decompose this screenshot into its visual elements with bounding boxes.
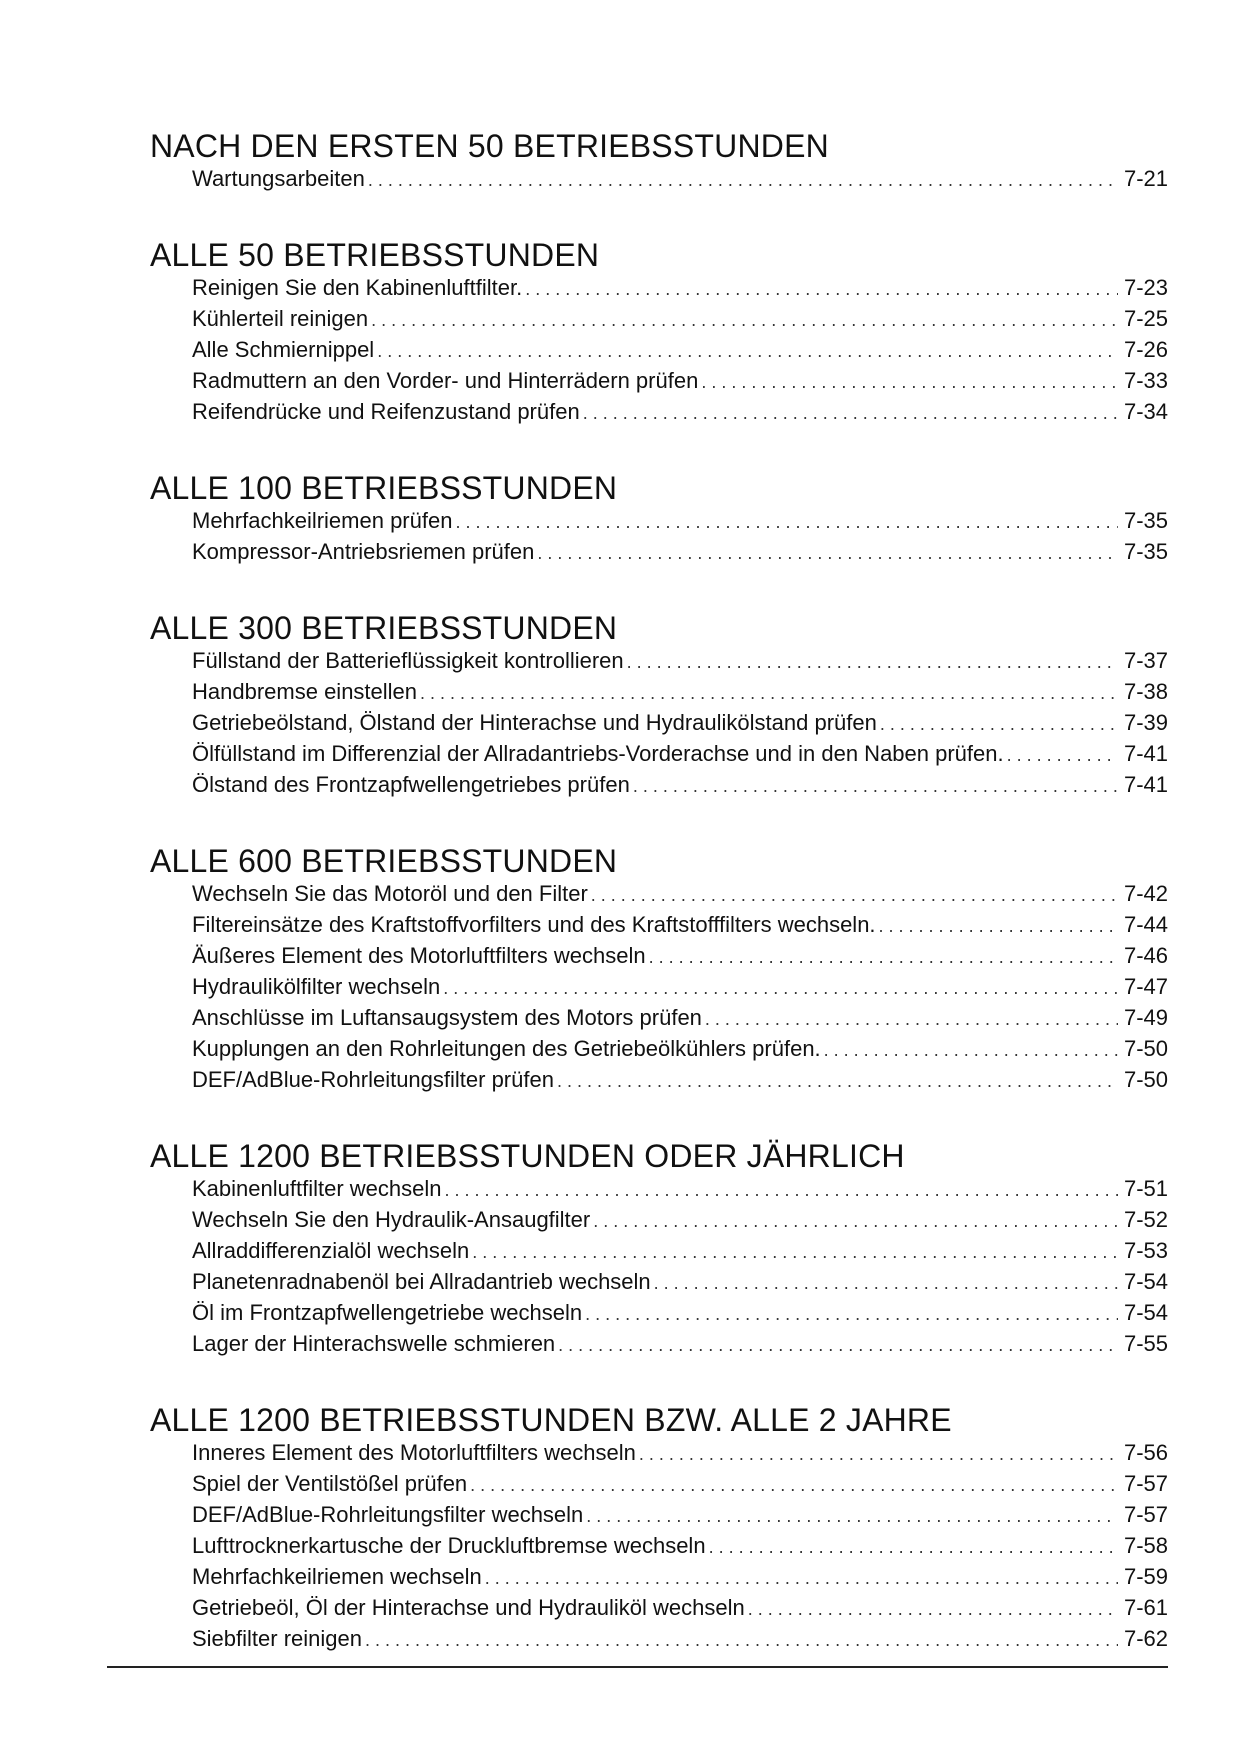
section-heading: NACH DEN ERSTEN 50 BETRIEBSSTUNDEN — [150, 128, 829, 164]
dot-leader — [443, 973, 1118, 1003]
toc-entry-label: Reinigen Sie den Kabinenluftfilter. — [192, 275, 523, 300]
dot-leader — [1007, 740, 1118, 770]
toc-entry-page-number: 7-50 — [1123, 1036, 1168, 1061]
toc-entry-label: Planetenradnabenöl bei Allradantrieb wechseln — [192, 1269, 651, 1294]
dot-leader — [525, 274, 1118, 304]
toc-entry-page-number: 7-33 — [1123, 368, 1168, 393]
toc-entry-page-number: 7-37 — [1123, 648, 1168, 673]
toc-section — [150, 470, 1168, 568]
toc-entry[interactable] — [192, 1236, 1168, 1267]
toc-entry-page-number: 7-55 — [1123, 1331, 1168, 1356]
toc-entry[interactable] — [192, 506, 1168, 537]
toc-entry-label: Füllstand der Batterieflüssigkeit kontrollieren — [192, 648, 624, 673]
toc-entry-page-number: 7-54 — [1123, 1269, 1168, 1294]
section-heading: ALLE 50 BETRIEBSSTUNDEN — [150, 237, 600, 273]
dot-leader — [485, 1563, 1118, 1593]
dot-leader — [586, 1501, 1118, 1531]
toc-entry-label: Lufttrocknerkartusche der Druckluftbremse wechseln — [192, 1533, 706, 1558]
section-heading: ALLE 100 BETRIEBSSTUNDEN — [150, 470, 618, 506]
toc-section — [150, 1138, 1168, 1360]
toc-entry-label: Handbremse einstellen — [192, 679, 418, 704]
toc-entry-label: Getriebeöl, Öl der Hinterachse und Hydrauliköl wechseln — [192, 1595, 745, 1620]
dot-leader — [593, 1206, 1118, 1236]
toc-entry-page-number: 7-53 — [1123, 1238, 1168, 1263]
dot-leader — [444, 1175, 1117, 1205]
toc-entry-page-number: 7-54 — [1123, 1300, 1168, 1325]
dot-leader — [585, 1299, 1118, 1329]
toc-entry-page-number: 7-58 — [1123, 1533, 1168, 1558]
toc-entry-label: DEF/AdBlue-Rohrleitungsfilter prüfen — [192, 1067, 554, 1092]
dot-leader — [365, 1625, 1118, 1655]
toc-entry[interactable] — [192, 304, 1168, 335]
toc-entry[interactable] — [192, 708, 1168, 739]
dot-leader — [639, 1439, 1118, 1469]
section-spacer — [150, 195, 1168, 237]
dot-leader — [591, 880, 1118, 910]
toc-entry-page-number: 7-21 — [1123, 166, 1168, 191]
toc-entry-page-number: 7-61 — [1123, 1595, 1168, 1620]
toc-entry[interactable] — [192, 1562, 1168, 1593]
dot-leader — [455, 507, 1117, 537]
toc-section — [150, 128, 1168, 195]
toc-entry-label: Wechseln Sie das Motoröl und den Filter — [192, 881, 588, 906]
toc-entry[interactable] — [192, 1065, 1168, 1096]
toc-entry-label: Öl im Frontzapfwellengetriebe wechseln — [192, 1300, 583, 1325]
section-heading: ALLE 600 BETRIEBSSTUNDEN — [150, 843, 618, 879]
dot-leader — [649, 942, 1118, 972]
section-spacer — [150, 568, 1168, 610]
toc-entry-page-number: 7-41 — [1123, 772, 1168, 797]
toc-entry-page-number: 7-46 — [1123, 943, 1168, 968]
toc-entry[interactable] — [192, 366, 1168, 397]
toc-entry-label: Getriebeölstand, Ölstand der Hinterachse und Hydraulikölstand prüfen — [192, 710, 877, 735]
toc-entry-label: DEF/AdBlue-Rohrleitungsfilter wechseln — [192, 1502, 584, 1527]
dot-leader — [472, 1237, 1118, 1267]
dot-leader — [583, 398, 1118, 428]
toc-entry-label: Mehrfachkeilriemen wechseln — [192, 1564, 482, 1589]
toc-entry-label: Kabinenluftfilter wechseln — [192, 1176, 442, 1201]
toc-entry[interactable] — [192, 770, 1168, 801]
dot-leader — [557, 1066, 1118, 1096]
section-spacer — [150, 1360, 1168, 1402]
dot-leader — [633, 771, 1118, 801]
toc-entry-label: Lager der Hinterachswelle schmieren — [192, 1331, 556, 1356]
toc-entry-label: Hydraulikölfilter wechseln — [192, 974, 441, 999]
toc-entry-page-number: 7-49 — [1123, 1005, 1168, 1030]
dot-leader — [470, 1470, 1118, 1500]
toc-entry[interactable] — [192, 677, 1168, 708]
toc-entry-page-number: 7-35 — [1123, 539, 1168, 564]
toc-entry[interactable] — [192, 1329, 1168, 1360]
toc-section — [150, 843, 1168, 1096]
toc-entry-label: Inneres Element des Motorluftfilters wechseln — [192, 1440, 636, 1465]
section-heading: ALLE 1200 BETRIEBSSTUNDEN BZW. ALLE 2 JAHRE — [150, 1402, 952, 1438]
toc-entry-label: Kompressor-Antriebsriemen prüfen — [192, 539, 535, 564]
dot-leader — [654, 1268, 1118, 1298]
toc-entry-page-number: 7-57 — [1123, 1471, 1168, 1496]
toc-entry-page-number: 7-34 — [1123, 399, 1168, 424]
toc-entry[interactable] — [192, 739, 1168, 770]
section-heading: ALLE 1200 BETRIEBSSTUNDEN ODER JÄHRLICH — [150, 1138, 905, 1174]
section-spacer — [150, 1096, 1168, 1138]
dot-leader — [880, 709, 1118, 739]
toc-entry-label: Ölfüllstand im Differenzial der Allradantriebs-Vorderachse und in den Naben prüfen. — [192, 741, 1004, 766]
toc-entry[interactable] — [192, 1034, 1168, 1065]
toc-entry-page-number: 7-52 — [1123, 1207, 1168, 1232]
toc-entry-label: Mehrfachkeilriemen prüfen — [192, 508, 453, 533]
toc-entry[interactable] — [192, 1624, 1168, 1655]
dot-leader — [420, 678, 1118, 708]
section-spacer — [150, 428, 1168, 470]
toc-entry-label: Spiel der Ventilstößel prüfen — [192, 1471, 468, 1496]
toc-entry-label: Alle Schmiernippel — [192, 337, 375, 362]
toc-entry-label: Kupplungen an den Rohrleitungen des Getriebeölkühlers prüfen. — [192, 1036, 821, 1061]
footer-divider — [107, 1666, 1168, 1668]
toc-entry-page-number: 7-44 — [1123, 912, 1168, 937]
toc-entry[interactable] — [192, 335, 1168, 366]
dot-leader — [748, 1594, 1118, 1624]
dot-leader — [705, 1004, 1118, 1034]
dot-leader — [558, 1330, 1118, 1360]
toc-entry-page-number: 7-50 — [1123, 1067, 1168, 1092]
toc-entry[interactable] — [192, 164, 1168, 195]
dot-leader — [627, 647, 1118, 677]
toc-entry[interactable] — [192, 1267, 1168, 1298]
toc-entry[interactable] — [192, 1438, 1168, 1469]
toc-entry[interactable] — [192, 1174, 1168, 1205]
toc-entry-page-number: 7-59 — [1123, 1564, 1168, 1589]
toc-entry[interactable] — [192, 1531, 1168, 1562]
dot-leader — [537, 538, 1118, 568]
toc-section — [150, 237, 1168, 428]
toc-entry-page-number: 7-57 — [1123, 1502, 1168, 1527]
dot-leader — [377, 336, 1118, 366]
toc-entry-page-number: 7-39 — [1123, 710, 1168, 735]
dot-leader — [371, 305, 1118, 335]
toc-entry-label: Radmuttern an den Vorder- und Hinterrädern prüfen — [192, 368, 699, 393]
toc-entry-label: Siebfilter reinigen — [192, 1626, 362, 1651]
toc-entry-page-number: 7-47 — [1123, 974, 1168, 999]
toc-entry-page-number: 7-35 — [1123, 508, 1168, 533]
toc-entry[interactable] — [192, 397, 1168, 428]
toc-entry-page-number: 7-56 — [1123, 1440, 1168, 1465]
toc-entry-page-number: 7-42 — [1123, 881, 1168, 906]
toc-entry-page-number: 7-26 — [1123, 337, 1168, 362]
dot-leader — [879, 911, 1118, 941]
dot-leader — [709, 1532, 1118, 1562]
toc-entry[interactable] — [192, 646, 1168, 677]
toc-entry[interactable] — [192, 1205, 1168, 1236]
section-spacer — [150, 801, 1168, 843]
toc-entry[interactable] — [192, 910, 1168, 941]
toc-entry-label: Reifendrücke und Reifenzustand prüfen — [192, 399, 580, 424]
toc-entry-label: Wartungsarbeiten — [192, 166, 365, 191]
toc-entry-label: Ölstand des Frontzapfwellengetriebes prüfen — [192, 772, 630, 797]
toc-section — [150, 610, 1168, 801]
toc-entry-page-number: 7-38 — [1123, 679, 1168, 704]
toc-entry[interactable] — [192, 941, 1168, 972]
toc-entry-label: Wechseln Sie den Hydraulik-Ansaugfilter — [192, 1207, 591, 1232]
toc-section — [150, 1402, 1168, 1655]
toc-entry[interactable] — [192, 273, 1168, 304]
toc-entry-label: Filtereinsätze des Kraftstoffvorfilters und des Kraftstofffilters wechseln. — [192, 912, 876, 937]
toc-entry[interactable] — [192, 1469, 1168, 1500]
toc-entry[interactable] — [192, 1298, 1168, 1329]
toc-entry-page-number: 7-23 — [1123, 275, 1168, 300]
toc-entry-page-number: 7-41 — [1123, 741, 1168, 766]
toc-entry-label: Allraddifferenzialöl wechseln — [192, 1238, 470, 1263]
toc-entry[interactable] — [192, 1003, 1168, 1034]
toc-entry-label: Anschlüsse im Luftansaugsystem des Motors prüfen — [192, 1005, 702, 1030]
toc-entry-page-number: 7-62 — [1123, 1626, 1168, 1651]
toc-entry-page-number: 7-51 — [1123, 1176, 1168, 1201]
dot-leader — [824, 1035, 1118, 1065]
dot-leader — [368, 165, 1118, 195]
toc-entry-label: Kühlerteil reinigen — [192, 306, 369, 331]
table-of-contents — [150, 128, 1168, 1655]
toc-entry-label: Äußeres Element des Motorluftfilters wechseln — [192, 943, 646, 968]
dot-leader — [701, 367, 1118, 397]
toc-entry[interactable] — [192, 972, 1168, 1003]
toc-entry[interactable] — [192, 1500, 1168, 1531]
toc-entry-page-number: 7-25 — [1123, 306, 1168, 331]
section-heading: ALLE 300 BETRIEBSSTUNDEN — [150, 610, 618, 646]
toc-entry[interactable] — [192, 537, 1168, 568]
toc-entry[interactable] — [192, 879, 1168, 910]
toc-entry[interactable] — [192, 1593, 1168, 1624]
